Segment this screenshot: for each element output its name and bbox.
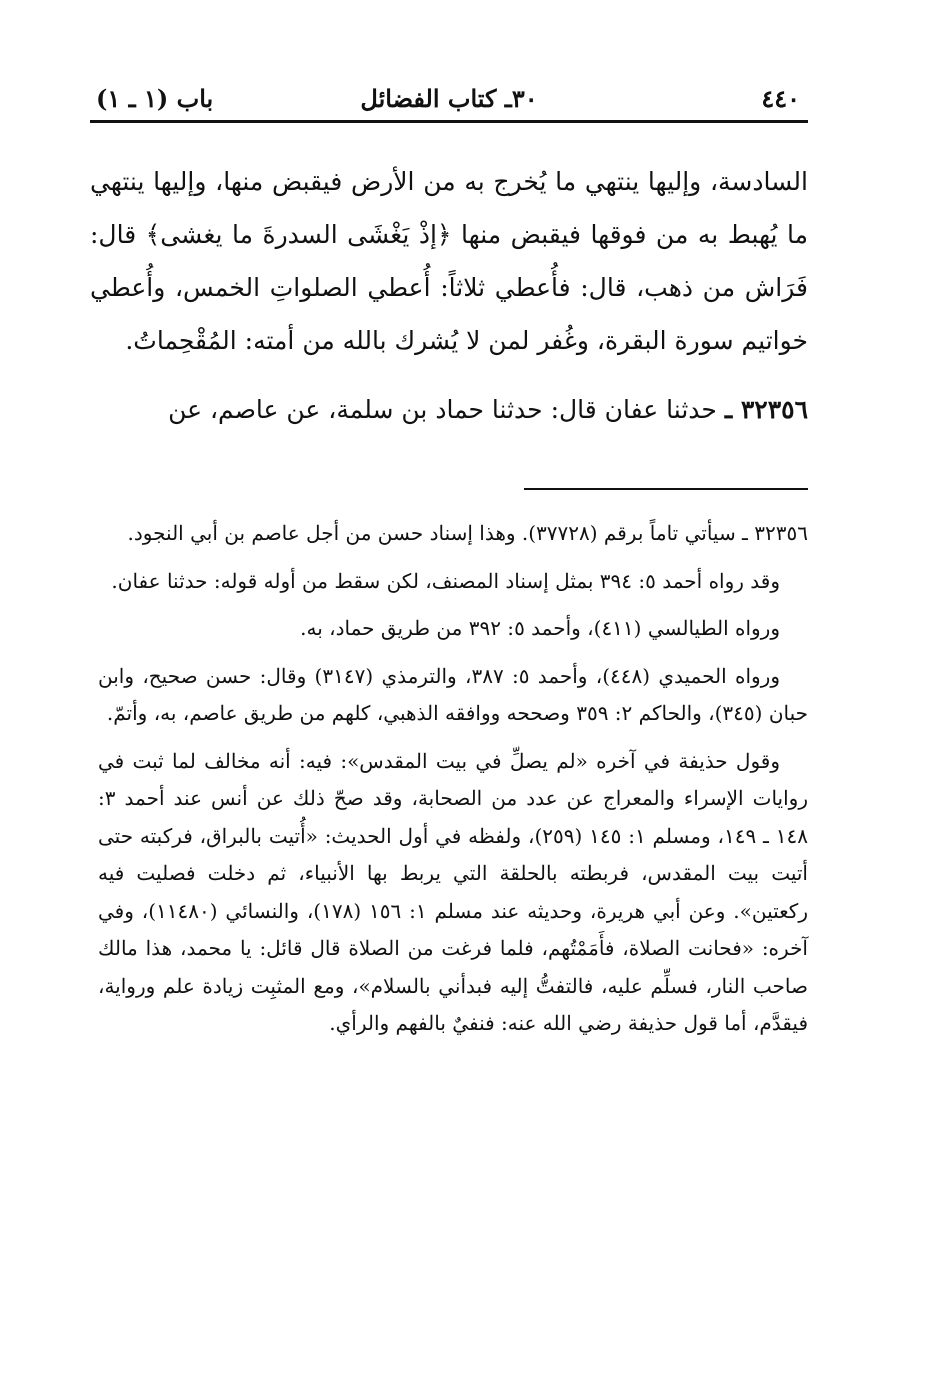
main-text [90,155,808,436]
footnotes [98,515,808,1053]
footnote-paragraph: وقد رواه أحمد ٥: ٣٩٤ بمثل إسناد المصنف، لكن سقط من أوله قوله: حدثنا عفان. [111,568,780,593]
footnote-paragraph: ٣٢٣٥٦ ـ سيأتي تاماً برقم (٣٧٧٢٨). وهذا إسناد حسن من أجل عاصم بن أبي النجود. [127,521,808,545]
chapter-label: باب (١ ـ ١) [96,84,214,113]
hadith-number: ٣٢٣٥٦ ـ [724,395,808,424]
page-number: ٤٤٠ [761,84,800,113]
footnote-paragraph: ورواه الحميدي (٤٤٨)، وأحمد ٥: ٣٨٧، والترمذي (٣١٤٧) وقال: حسن صحيح، وابن حبان (٣٤٥)، والحاكم ٢: ٣٥٩ وصححه ووافقه الذهبي، كلهم من طريق عاصم، به، وأتمّ. [98,663,808,725]
footnote-separator [524,488,808,490]
footnote-paragraph: ورواه الطيالسي (٤١١)، وأحمد ٥: ٣٩٢ من طريق حماد، به. [300,616,780,640]
footnote-paragraph: وقول حذيفة في آخره «لم يصلِّ في بيت المقدس»: فيه: أنه مخالف لما ثبت في روايات الإسراء والمعراج عن عدد من الصحابة، وقد صحّ ذلك عن أنس عند أحمد ٣: ١٤٨ ـ ١٤٩، ومسلم ١: ١٤٥ (٢٥٩)، ولفظه في أول الحديث: «أُتيت بالبراق، فركبته حتى أتيت بيت المقدس، فربطته بالحلقة التي يربط بها الأنبياء، ثم دخلت فصليت فيه ركعتين». وعن أبي هريرة، وحديثه عند مسلم ١: ١٥٦ (١٧٨)، والنسائي (١١٤٨٠)، وفي آخره: «فحانت الصلاة، فأَمَمْتُهم، فلما فرغت من الصلاة قال قائل: يا محمد، هذا مالك صاحب النار، فسلِّم عليه، فالتفتُّ إليه فبدأني بالسلام»، ومع المثبِت زيادة علم ورواية، فيقدَّم، أما قول حذيفة رضي الله عنه: فنفيٌ بالفهم والرأي. [98,748,808,1035]
book-title: ٣٠ـ كتاب الفضائل [360,84,538,113]
hadith-text: حدثنا عفان قال: حدثنا حماد بن سلمة، عن عاصم، عن [168,395,717,424]
page-header [90,70,808,123]
main-paragraph: السادسة، وإليها ينتهي ما يُخرج به من الأرض فيقبض منها، وإليها ينتهي ما يُهبط به من فوقها فيقبض منها ﴿إذْ يَغْشَى السدرةَ ما يغشى﴾ قال: فَرَاش من ذهب، قال: فأُعطي ثلاثاً: أُعطي الصلواتِ الخمس، وأُعطي خواتيم سورة البقرة، وغُفر لمن لا يُشرك بالله من أمته: المُقْحِماتُ. [90,167,808,355]
hadith-paragraph [90,383,808,436]
